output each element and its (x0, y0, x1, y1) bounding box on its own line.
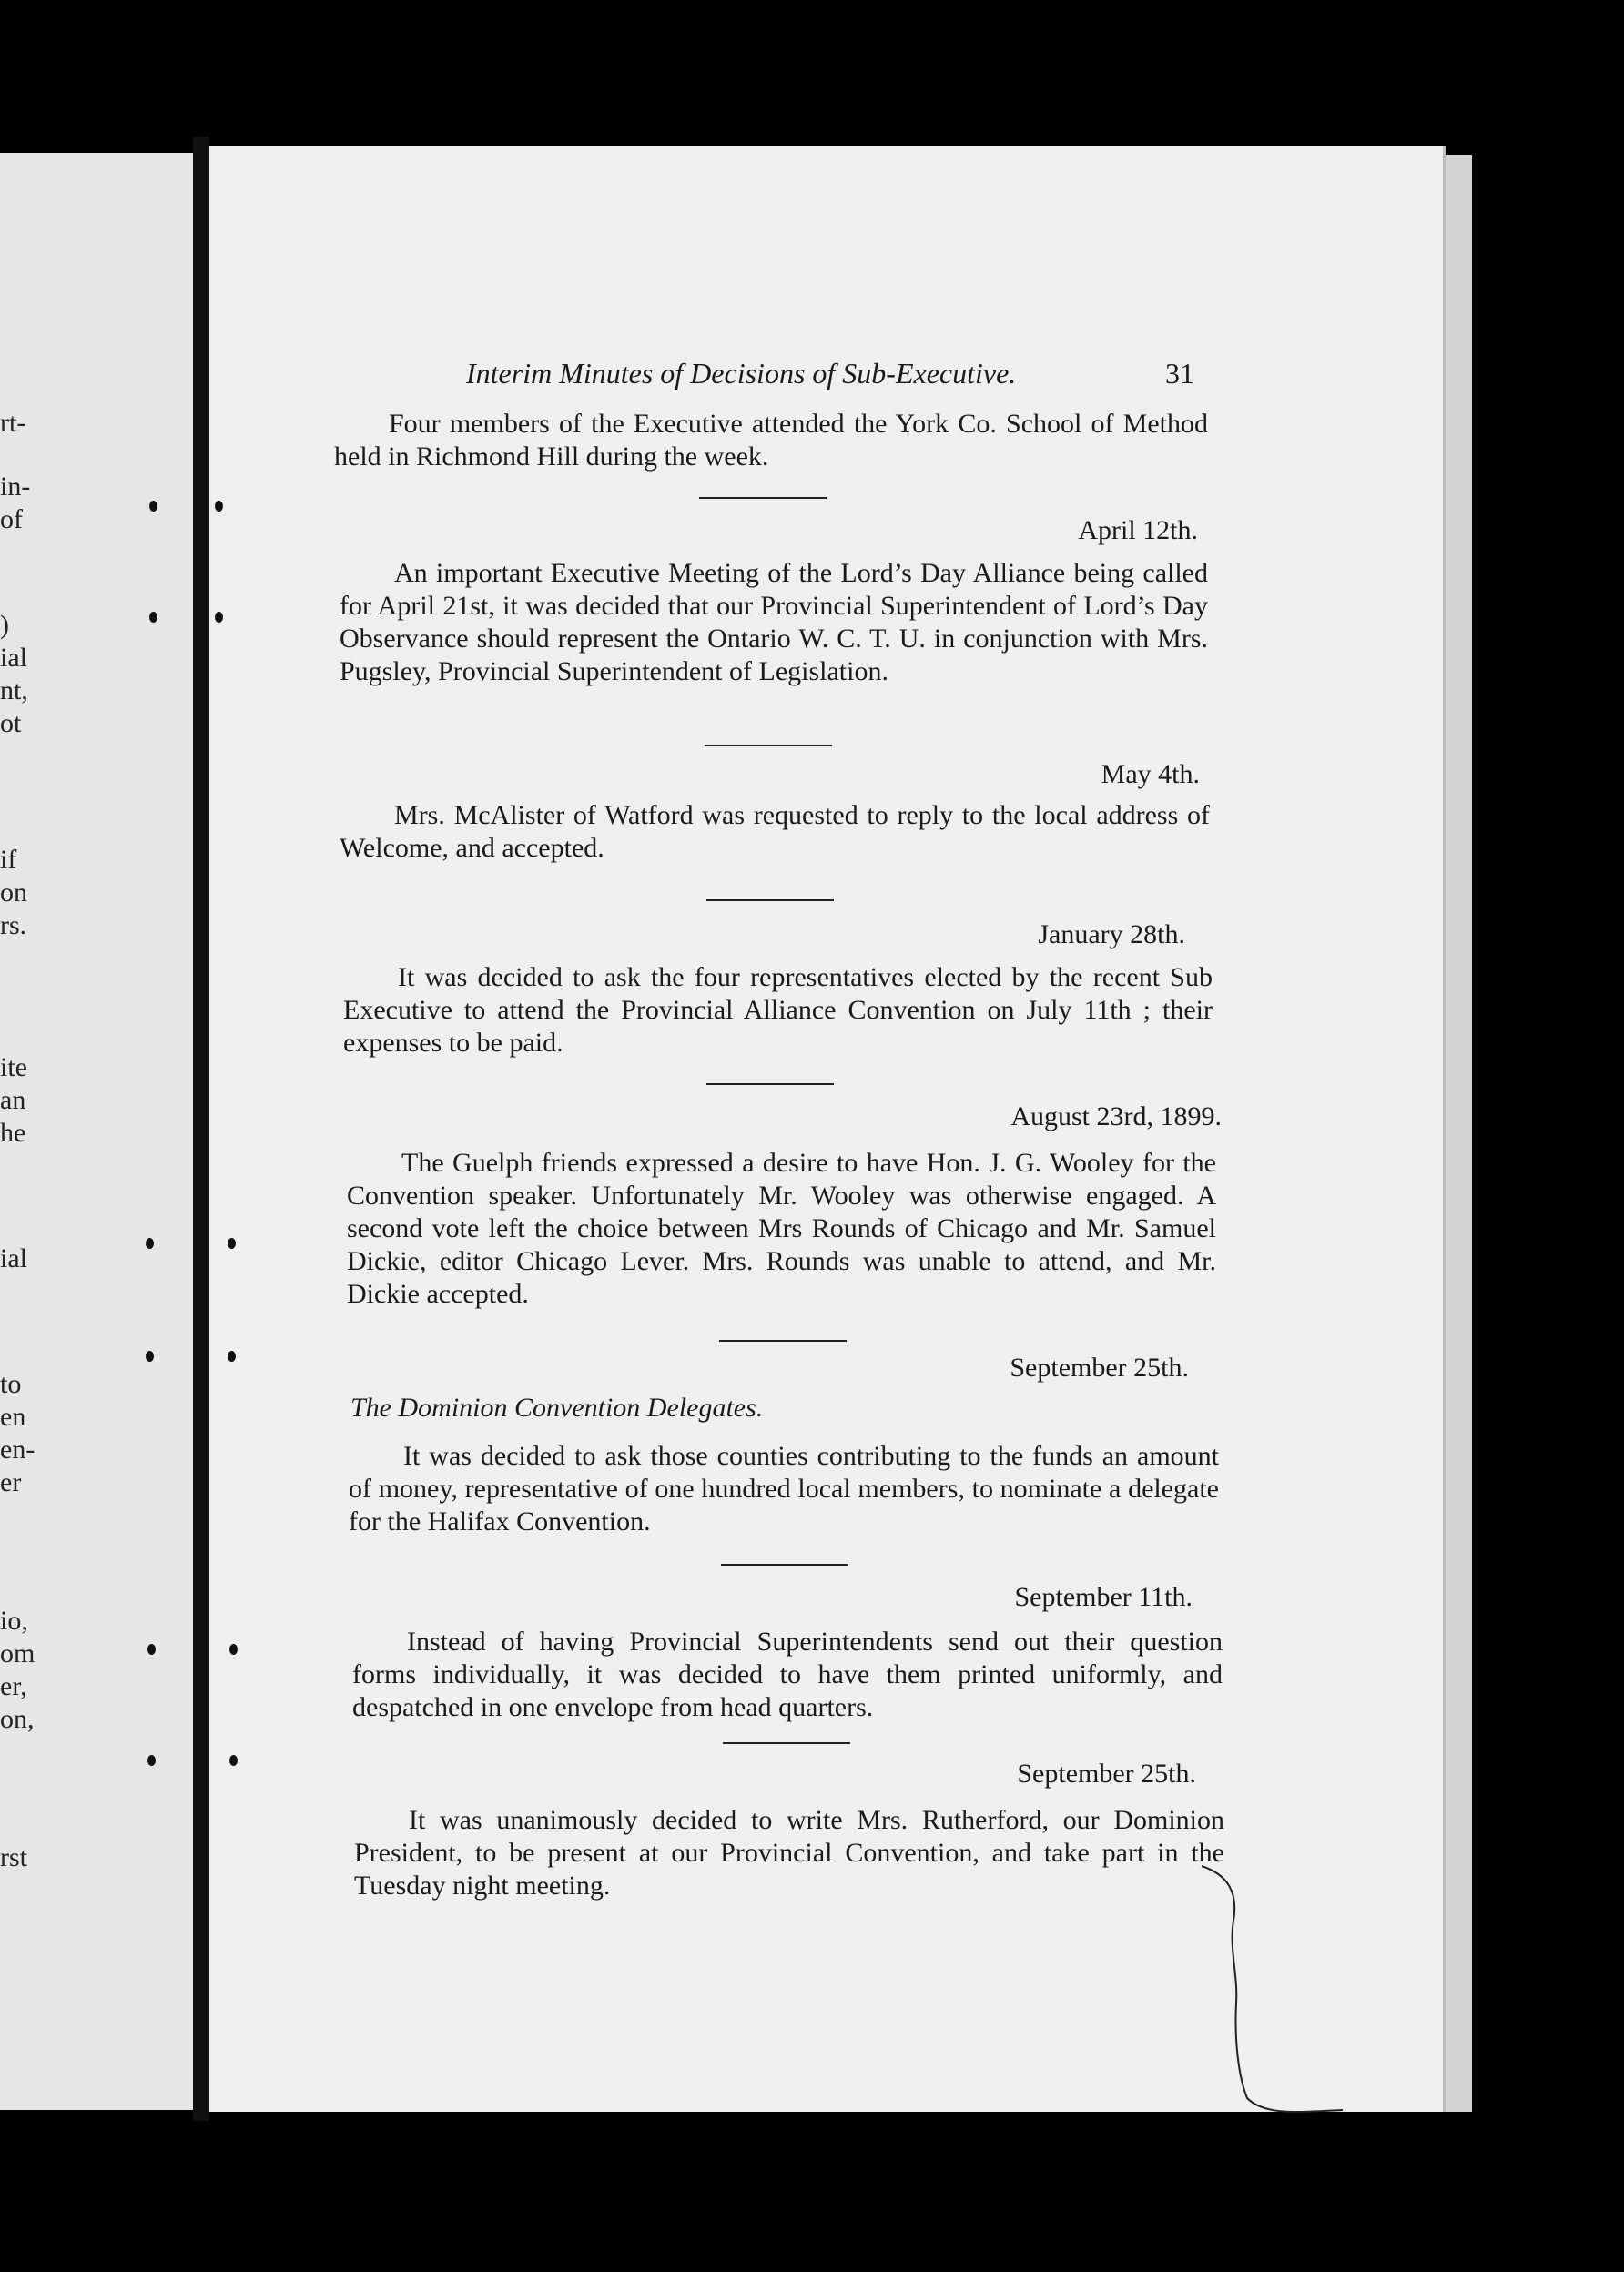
entry-paragraph (354, 1804, 1224, 1902)
binding-hole (229, 1755, 238, 1766)
entry-date: April 12th. (1078, 515, 1198, 545)
entry-date: September 11th. (1014, 1582, 1193, 1612)
paragraph-text: An important Executive Meeting of the Lord’s Day Alliance being called for April 21st, it was decided that our Provincial Superintendent of Lord’s Day Observance should represent the Ontario W. C. T. U. in conjunction with Mrs. Pugsley, Provincial Superintendent of Legislation. (340, 558, 1208, 686)
binding-hole (147, 1755, 156, 1766)
binding-hole (215, 612, 223, 623)
paragraph-text: It was unanimously decided to write Mrs. Rutherford, our Dominion President, to be present at our Provincial Convention, and take part in the Tuesday night meeting. (354, 1805, 1224, 1901)
binding-hole (146, 1351, 154, 1362)
entry-date: August 23rd, 1899. (1010, 1101, 1222, 1131)
section-rule (699, 497, 827, 499)
left-page-fragment: rt- (0, 408, 26, 438)
paragraph-text: Mrs. McAlister of Watford was requested to reply to the local address of Welcome, and accepted. (340, 800, 1210, 863)
left-page-fragment: to (0, 1369, 22, 1399)
pencil-mark (1193, 1857, 1356, 2130)
entry-date: January 28th. (1038, 919, 1185, 949)
binding-hole (215, 501, 223, 512)
paragraph-text: It was decided to ask the four representatives elected by the recent Sub Executive to attend the Provincial Alliance Convention on July 11th ; their expenses to be paid. (343, 962, 1213, 1058)
book-gutter (193, 137, 209, 2121)
left-page-fragment: er, (0, 1671, 27, 1701)
paragraph-text: Four members of the Executive attended the York Co. School of Method held in Richmond Hill during the week. (334, 409, 1208, 472)
section-rule (705, 745, 832, 746)
left-page-fragment: in- (0, 472, 31, 502)
entry-date: September 25th. (1010, 1353, 1189, 1383)
running-header (466, 357, 1194, 390)
paragraph-text: It was decided to ask those counties contributing to the funds an amount of money, representative of one hundred local members, to nominate a delegate for the Halifax Convention. (349, 1441, 1219, 1537)
binding-hole (228, 1351, 236, 1362)
page-number: 31 (1165, 357, 1194, 390)
left-page-fragment: he (0, 1118, 26, 1148)
left-page-fragment: en- (0, 1435, 36, 1465)
entry-paragraph (349, 1440, 1219, 1538)
binding-hole (149, 501, 157, 512)
left-page-fragment: on (0, 877, 27, 908)
section-rule (723, 1742, 850, 1744)
left-page-fragment: ial (0, 1243, 27, 1273)
left-page-fragment: om (0, 1638, 36, 1668)
entry-paragraph (343, 961, 1213, 1060)
binding-hole (149, 612, 157, 623)
left-page-fragment: on, (0, 1704, 35, 1734)
binding-hole (229, 1644, 238, 1655)
entry-date: September 25th. (1017, 1759, 1196, 1789)
left-page-fragment: er (0, 1467, 22, 1497)
left-page-fragment: ial (0, 643, 27, 673)
entry-paragraph (347, 1147, 1216, 1311)
intro-paragraph (334, 408, 1208, 473)
left-page-fragment: if (0, 845, 17, 875)
left-page-fragment: of (0, 504, 23, 534)
page-edge (1446, 155, 1472, 2112)
section-rule (706, 1083, 834, 1085)
section-rule (719, 1340, 847, 1342)
entry-paragraph (340, 557, 1208, 688)
left-page-fragment: en (0, 1402, 26, 1432)
left-page-fragment: nt, (0, 675, 28, 705)
running-title: Interim Minutes of Decisions of Sub-Executive. (466, 357, 1017, 390)
left-page-fragment: ) (0, 610, 9, 640)
binding-hole (146, 1238, 154, 1249)
paragraph-text: Instead of having Provincial Superintendents send out their question forms individually, it was decided to have them printed uniformly, and despatched in one envelope from head quarters. (352, 1627, 1223, 1722)
paragraph-text: The Guelph friends expressed a desire to have Hon. J. G. Wooley for the Convention speaker. Unfortunately Mr. Wooley was otherwise engaged. A second vote left the choice between Mrs Rounds of Chicago and Mr. Samuel Dickie, editor Chicago Lever. Mrs. Rounds was unable to attend, and Mr. Dickie accepted. (347, 1148, 1216, 1309)
left-page-fragment: rs. (0, 910, 27, 940)
binding-hole (228, 1238, 236, 1249)
binding-hole (147, 1644, 156, 1655)
left-page-fragment: ot (0, 708, 22, 738)
left-page-fragment: io, (0, 1606, 28, 1636)
left-page-fragment: rst (0, 1842, 27, 1872)
left-page (0, 153, 193, 2110)
section-heading: The Dominion Convention Delegates. (350, 1393, 764, 1423)
entry-date: May 4th. (1101, 759, 1200, 789)
section-rule (706, 899, 834, 901)
left-page-fragment: ite (0, 1052, 27, 1082)
entry-paragraph (352, 1626, 1223, 1724)
entry-paragraph (340, 799, 1210, 865)
section-rule (721, 1564, 848, 1566)
left-page-fragment: an (0, 1085, 26, 1115)
